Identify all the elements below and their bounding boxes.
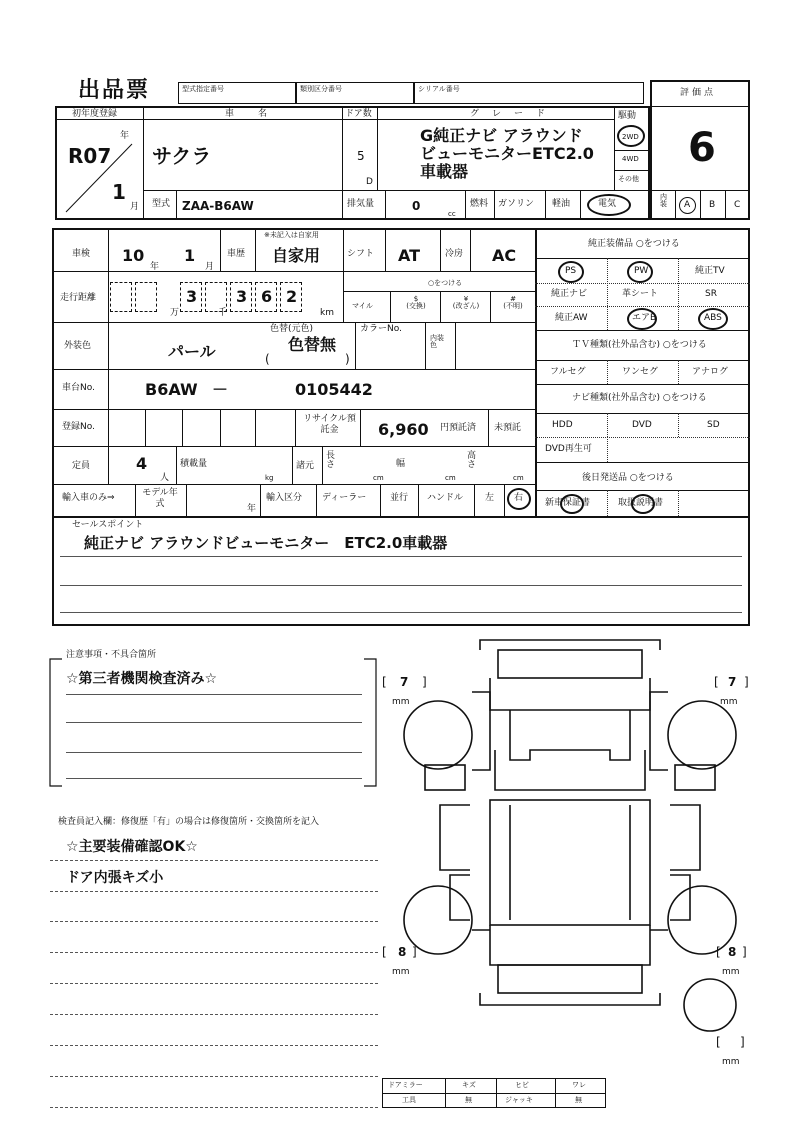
tire-front-right: 7 xyxy=(728,675,737,689)
grade-line-3: 車載器 xyxy=(420,162,469,181)
caution-text: ☆第三者機関検査済み☆ xyxy=(66,671,218,687)
equip-pw[interactable]: PW xyxy=(634,266,649,276)
sales-point-label: セールスポイント xyxy=(72,520,144,530)
handle-right-circle xyxy=(507,488,531,510)
navi-sd[interactable]: SD xyxy=(707,420,720,430)
odo-exchange[interactable]: $ (交換) xyxy=(406,295,426,310)
fuel-label: 燃料 xyxy=(470,199,489,209)
drive-label: 駆動 xyxy=(618,111,637,121)
recycle-label: リサイクル預託金 xyxy=(303,414,356,435)
equip-pw-circle xyxy=(627,261,653,283)
handle-label: ハンドル xyxy=(427,493,464,503)
model-year-label: モデル年式 xyxy=(142,488,178,509)
inspection-month: 1 xyxy=(184,246,196,265)
interior-grade-a-circle xyxy=(679,197,696,214)
odo-unknown[interactable]: # (不明) xyxy=(503,295,523,310)
grade-label: グ レ ー ド xyxy=(470,109,548,119)
history-value: 自家用 xyxy=(272,246,321,265)
fuel-diesel[interactable]: 軽油 xyxy=(552,199,571,209)
docs-title: 後日発送品 ○をつける xyxy=(582,473,674,483)
drive-2wd-circle xyxy=(617,125,645,147)
equip-abs[interactable]: ABS xyxy=(704,313,722,323)
date-slash xyxy=(62,140,142,216)
tv-oneseg[interactable]: ワンセグ xyxy=(622,367,659,377)
inspection-year: 10 xyxy=(122,246,145,265)
odo-header: ○をつける xyxy=(428,279,463,287)
equip-airbag-circle xyxy=(627,308,657,330)
sales-point-text: 純正ナビ アラウンドビューモニター ETC2.0車載器 xyxy=(84,534,448,552)
equip-navi[interactable]: 純正ナビ xyxy=(551,289,588,299)
load-label: 積載量 xyxy=(180,459,208,469)
inspector-label: 検査員記入欄：修復歴「有」の場合は修復箇所・交換箇所を記入 xyxy=(58,817,320,827)
car-damage-diagram[interactable] xyxy=(380,630,760,1080)
docs-manual-circle xyxy=(631,494,655,514)
grade-line-1: G純正ナビ アラウンド xyxy=(420,126,583,145)
doors-value: 5 xyxy=(357,149,365,163)
reg-no-label: 登録No. xyxy=(62,422,95,432)
import-class-label: 輸入区分 xyxy=(266,493,303,503)
category-label: 類別区分番号 xyxy=(300,85,342,93)
import-dealer[interactable]: ディーラー xyxy=(322,493,367,503)
displacement-label: 排気量 xyxy=(347,199,375,209)
tire-rear-right: 8 xyxy=(728,945,737,959)
capacity-label: 定員 xyxy=(72,461,91,471)
model-type-value: ZAA-B6AW xyxy=(182,199,254,213)
car-name-label: 車 名 xyxy=(225,109,270,119)
color-change-value: 色替無 xyxy=(288,335,337,354)
history-label: 車歴 xyxy=(227,249,246,259)
car-name-value: サクラ xyxy=(152,144,212,168)
mileage-digit-0[interactable] xyxy=(110,282,132,312)
recycle-unpaid[interactable]: 未預託 xyxy=(494,423,522,433)
height-label: 高さ xyxy=(467,451,477,470)
recycle-value: 6,960 xyxy=(378,420,429,439)
model-cert-label: 型式指定番号 xyxy=(182,85,224,93)
grade-line-2: ビューモニターETC2.0 xyxy=(420,144,594,163)
interior-grade-label: 内装 xyxy=(660,193,667,208)
inspector-line-1: ☆主要装備確認OK☆ xyxy=(66,839,198,855)
mileage-digit-1[interactable] xyxy=(135,282,157,312)
mileage-label: 走行距離 xyxy=(60,293,97,303)
color-change-label: 色替(元色) xyxy=(270,324,314,334)
interior-color-label: 内装色 xyxy=(430,334,444,349)
chassis-number: 0105442 xyxy=(295,380,373,399)
interior-grade-a[interactable]: A xyxy=(684,200,691,210)
length-label: 長さ xyxy=(326,451,336,470)
navi-title: ナビ種類(社外品含む) ○をつける xyxy=(572,393,707,403)
tv-fullseg[interactable]: フルセグ xyxy=(550,367,586,377)
displacement-value: 0 xyxy=(412,199,421,213)
odo-mile[interactable]: マイル xyxy=(352,302,373,310)
docs-warranty[interactable]: 新車保証書 xyxy=(545,498,591,508)
inspection-label: 車検 xyxy=(72,249,91,259)
chassis-label: 車台No. xyxy=(62,383,95,393)
drive-other[interactable]: その他 xyxy=(618,175,639,183)
rating-value: 6 xyxy=(688,125,716,171)
color-label: 外装色 xyxy=(64,341,92,351)
equip-aw[interactable]: 純正AW xyxy=(555,313,588,323)
rating-label: 評価点 xyxy=(680,88,717,98)
width-label: 幅 xyxy=(396,459,406,469)
ac-value: AC xyxy=(492,246,517,265)
tire-rear-left: 8 xyxy=(398,945,407,959)
dims-label: 諸元 xyxy=(296,461,315,471)
model-type-label: 型式 xyxy=(152,199,171,209)
drive-4wd[interactable]: 4WD xyxy=(622,155,639,163)
color-no-label: カラーNo. xyxy=(360,324,402,334)
equipment-title: 純正装備品 ○をつける xyxy=(588,239,680,249)
inspector-line-2: ドア内張キズ小 xyxy=(66,870,164,886)
odo-tampered[interactable]: ¥ (改ざん) xyxy=(452,295,480,310)
ac-label: 冷房 xyxy=(445,249,464,259)
import-label: 輸入車のみ⇒ xyxy=(62,493,115,503)
first-reg-year: R07 xyxy=(68,144,112,168)
navi-dvd[interactable]: DVD xyxy=(632,420,652,430)
import-parallel[interactable]: 並行 xyxy=(390,493,409,503)
equip-ps[interactable]: PS xyxy=(565,266,577,276)
equip-airbag[interactable]: エアB xyxy=(632,313,657,323)
fuel-electric-circle xyxy=(587,194,631,216)
navi-dvd-play[interactable]: DVD再生可 xyxy=(545,444,592,454)
interior-grade-c[interactable]: C xyxy=(734,200,741,210)
tv-analog[interactable]: アナログ xyxy=(692,367,729,377)
serial-label: シリアル番号 xyxy=(418,85,460,93)
equip-abs-circle xyxy=(698,308,728,330)
handle-right[interactable]: 右 xyxy=(514,493,524,503)
shift-label: シフト xyxy=(347,249,375,259)
capacity-value: 4 xyxy=(136,454,148,473)
equip-sr[interactable]: SR xyxy=(705,289,717,299)
chassis-prefix: B6AW xyxy=(145,380,198,399)
form-title: 出品票 xyxy=(78,78,151,103)
docs-warranty-circle xyxy=(560,494,584,514)
tv-title: ＴＶ種類(社外品含む) ○をつける xyxy=(572,340,707,350)
equip-leather[interactable]: 革シート xyxy=(622,289,659,299)
equip-tv[interactable]: 純正TV xyxy=(695,266,725,276)
docs-manual[interactable]: 取扱説明書 xyxy=(618,498,664,508)
interior-grade-b[interactable]: B xyxy=(709,200,716,210)
color-value: パール xyxy=(168,342,216,361)
fuel-gasoline[interactable]: ガソリン xyxy=(498,199,535,209)
equip-ps-circle xyxy=(558,261,584,283)
caution-label: 注意事項・不具合箇所 xyxy=(66,650,157,660)
handle-left[interactable]: 左 xyxy=(485,493,495,503)
shift-value: AT xyxy=(398,246,421,265)
history-note: ※未記入は自家用 xyxy=(264,231,319,239)
doors-label: ドア数 xyxy=(345,109,372,119)
first-reg-month: 1 xyxy=(112,180,126,204)
tire-front-left: 7 xyxy=(400,675,409,689)
drive-2wd[interactable]: 2WD xyxy=(622,133,639,141)
fuel-electric[interactable]: 電気 xyxy=(598,199,617,209)
first-reg-label: 初年度登録 xyxy=(72,109,118,119)
navi-hdd[interactable]: HDD xyxy=(552,420,573,430)
